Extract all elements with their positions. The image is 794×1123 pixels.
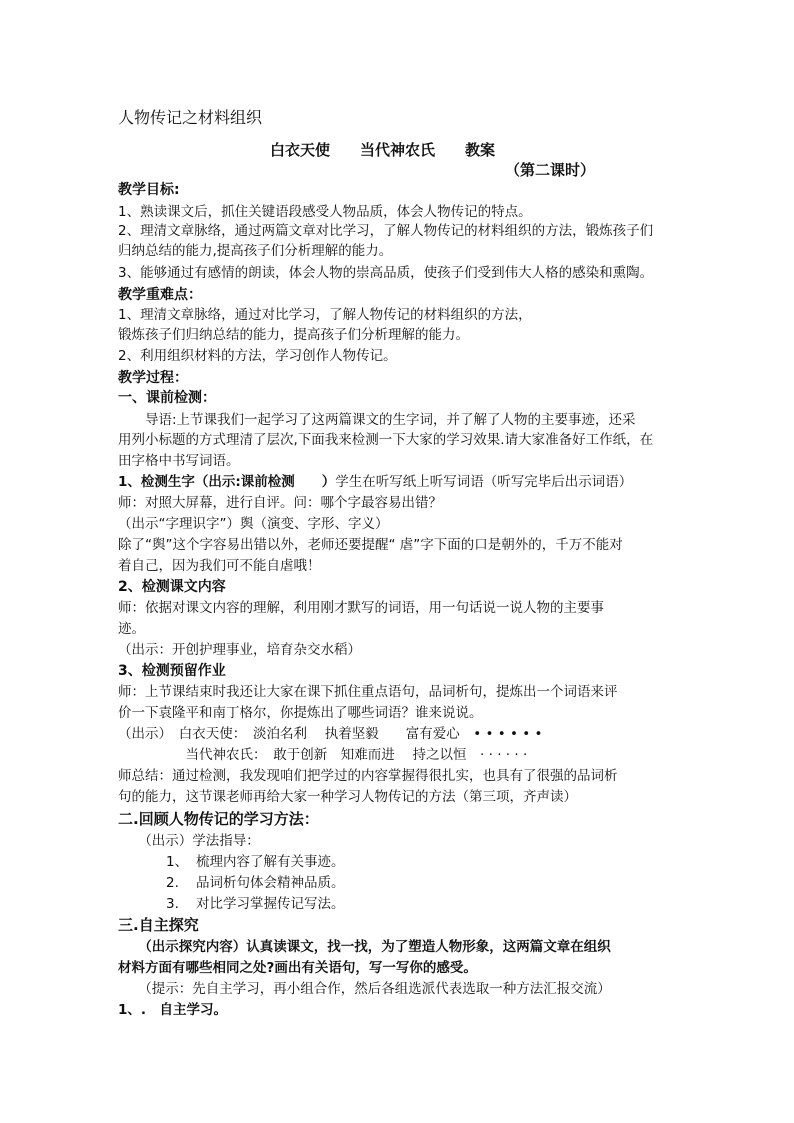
part2-heading: 二.回顾人物传记的学习方法：: [118, 810, 319, 828]
method-item: [166, 852, 616, 872]
item2-text: 迹。: [118, 621, 145, 637]
item2-heading: 2、检测课文内容: [118, 579, 226, 595]
item3-text: 当代神农氏： 敢于创新 知难而进 持之以恒 · · · · · ·: [118, 747, 528, 763]
lesson-number: （第二课时）: [505, 161, 596, 179]
intro-line: 导语:上节课我们一起学习了这两篇课文的生字词，并了解了人物的主要事迹，还采: [118, 412, 636, 428]
part3-text: （出示探究内容）认真读课文，找一找，为了塑造人物形象，这两篇文章在组织: [118, 939, 611, 955]
item1-text: 除了“舆”这个字容易出错以外，老师还要提醒“ 虐”字下面的口是朝外的，千万不能对: [118, 537, 623, 553]
goal-line: 3、能够通过有感情的朗读，体会人物的崇高品质，使孩子们受到伟大人格的感染和熏陶。: [118, 265, 654, 281]
method-number: 3.: [166, 896, 179, 912]
item3-heading: 3、检测预留作业: [118, 663, 226, 679]
item3-text: （出示） 白衣天使： 淡泊名利 执着坚毅 富有爱心 • • • • • •: [118, 726, 543, 742]
method-item: [166, 894, 616, 914]
doc-subtitle: 白衣天使 当代神农氏 教案: [270, 141, 496, 159]
method-item: [166, 873, 616, 893]
item2-text: （出示：开创护理事业，培育杂交水稻）: [118, 642, 361, 658]
part3-heading: 三.自主探究: [118, 916, 199, 934]
key-point-line: 2、利用组织材料的方法，学习创作人物传记。: [118, 348, 397, 364]
item1-tail: 学生在听写纸上听写词语（听写完毕后出示词语）: [335, 474, 633, 490]
item1-text: （出示“字理识字”）舆（演变、字形、字义）: [118, 516, 389, 532]
intro-line: 田字格中书写词语。: [118, 453, 240, 469]
item1-text: 着自己，因为我们可不能自虐哦！: [118, 558, 321, 574]
part1-heading: 一、课前检测：: [118, 390, 216, 406]
item3-text: 师：上节课结束时我还让大家在课下抓住重点语句，品词析句，提炼出一个词语来评: [118, 684, 618, 700]
goal-line: 2、理清文章脉络，通过两篇文章对比学习，了解人物传记的材料组织的方法，锻炼孩子们: [118, 223, 654, 239]
item3-text: 师总结：通过检测，我发现咱们把学过的内容掌握得很扎实，也具有了很强的品词析: [118, 768, 618, 784]
item3-text: 句的能力，这节课老师再给大家一种学习人物传记的方法（第三项，齐声读）: [118, 789, 577, 805]
key-point-line: 1、理清文章脉络，通过对比学习，了解人物传记的材料组织的方法，: [118, 307, 532, 323]
item3-text: 价一下袁隆平和南丁格尔，你提炼出了哪些词语？谁来说说。: [118, 705, 483, 721]
process-heading: 教学过程：: [118, 370, 188, 386]
item2-text: 师：依据对课文内容的理解，利用刚才默写的词语，用一句话说一说人物的主要事: [118, 600, 604, 616]
part2-intro: （出示）学法指导：: [118, 833, 260, 849]
intro-line: 用列小标题的方式理清了层次,下面我来检测一下大家的学习效果.请大家准备好工作纸，在: [118, 432, 654, 448]
part3-tip: （提示：先自主学习，再小组合作，然后各组选派代表选取一种方法汇报交流）: [118, 981, 611, 997]
part3-text: 材料方面有哪些相同之处?画出有关语句，写一写你的感受。: [118, 960, 477, 976]
method-text: 梳理内容了解有关事迹。: [196, 854, 345, 870]
self-study-line: 1、. 自主学习。: [118, 1002, 228, 1018]
method-text: 对比学习掌握传记写法。: [196, 896, 345, 912]
key-point-line: 锻炼孩子们归纳总结的能力，提高孩子们分析理解的能力。: [118, 327, 469, 343]
method-number: 2.: [166, 875, 179, 891]
item1-text: 师：对照大屏幕，进行自评。问：哪个字最容易出错？: [118, 495, 442, 511]
doc-title: 人物传记之材料组织: [118, 108, 263, 127]
method-text: 品词析句体会精神品质。: [196, 875, 345, 891]
goal-line: 归纳总结的能力,提高孩子们分析理解的能力。: [118, 243, 393, 259]
goals-heading: 教学目标:: [118, 182, 180, 198]
method-number: 1、: [166, 854, 189, 870]
item1-line: [118, 472, 678, 492]
goal-line: 1、熟读课文后，抓住关键语段感受人物品质，体会人物传记的特点。: [118, 204, 532, 220]
item1-heading: 1、检测生字（出示:课前检测 ）: [118, 474, 336, 490]
key-points-heading: 教学重难点：: [118, 287, 202, 303]
